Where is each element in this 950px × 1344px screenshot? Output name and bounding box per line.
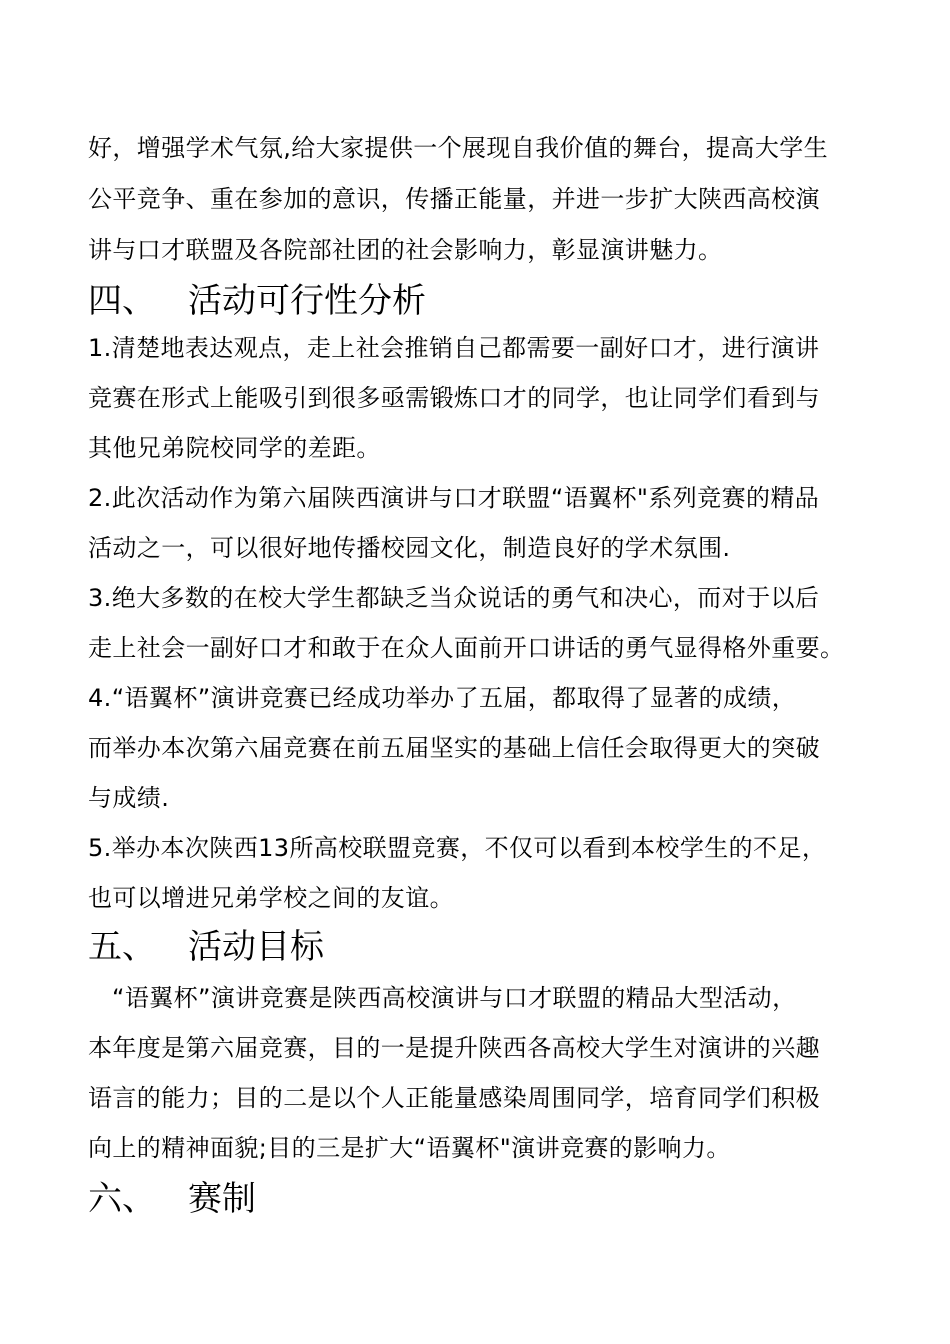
section-heading-6 [88,1178,256,1220]
section-title: 活动目标 [188,927,324,967]
paragraph-line: 3.绝大多数的在校大学生都缺乏当众说话的勇气和决心，而对于以后 [88,584,820,612]
section-title: 赛制 [188,1179,256,1219]
paragraph-line: 公平竞争、重在参加的意识，传播正能量，并进一步扩大陕西高校演 [88,185,820,213]
paragraph-line: 1.清楚地表达观点，走上社会推销自己都需要一副好口才，进行演讲 [88,334,820,362]
paragraph-line: 也可以增进兄弟学校之间的友谊。 [88,884,454,912]
paragraph-line: 好，增强学术气氛,给大家提供一个展现自我价值的舞台，提高大学生 [88,134,829,162]
section-number: 五、 [88,927,156,967]
paragraph-line: 语言的能力；目的二是以个人正能量感染周围同学，培育同学们积极 [88,1084,820,1112]
paragraph-line: 走上社会一副好口才和敢于在众人面前开口讲话的勇气显得格外重要。 [88,634,845,662]
paragraph-line: 与成绩. [88,784,170,812]
section-title: 活动可行性分析 [188,281,426,321]
paragraph-line: 活动之一，可以很好地传播校园文化，制造良好的学术氛围. [88,534,731,562]
section-heading-4 [88,280,426,322]
paragraph-line: 本年度是第六届竞赛，目的一是提升陕西各高校大学生对演讲的兴趣 [88,1034,820,1062]
paragraph-line: 其他兄弟院校同学的差距。 [88,434,381,462]
paragraph-line: 向上的精神面貌;目的三是扩大“语翼杯"演讲竞赛的影响力。 [88,1134,731,1162]
section-number: 六、 [88,1179,156,1219]
section-number: 四、 [88,281,156,321]
paragraph-line: “语翼杯”演讲竞赛是陕西高校演讲与口才联盟的精品大型活动， [112,984,797,1012]
paragraph-line: 而举办本次第六届竞赛在前五届坚实的基础上信任会取得更大的突破 [88,734,820,762]
paragraph-line: 2.此次活动作为第六届陕西演讲与口才联盟“语翼杯"系列竞赛的精品 [88,484,820,512]
paragraph-line: 竞赛在形式上能吸引到很多亟需锻炼口才的同学，也让同学们看到与 [88,384,820,412]
paragraph-line: 5.举办本次陕西13所高校联盟竞赛，不仅可以看到本校学生的不足， [88,834,827,862]
paragraph-line: 讲与口才联盟及各院部社团的社会影响力，彰显演讲魅力。 [88,236,723,264]
paragraph-line: 4.“语翼杯”演讲竞赛已经成功举办了五届，都取得了显著的成绩， [88,684,797,712]
section-heading-5 [88,926,324,968]
